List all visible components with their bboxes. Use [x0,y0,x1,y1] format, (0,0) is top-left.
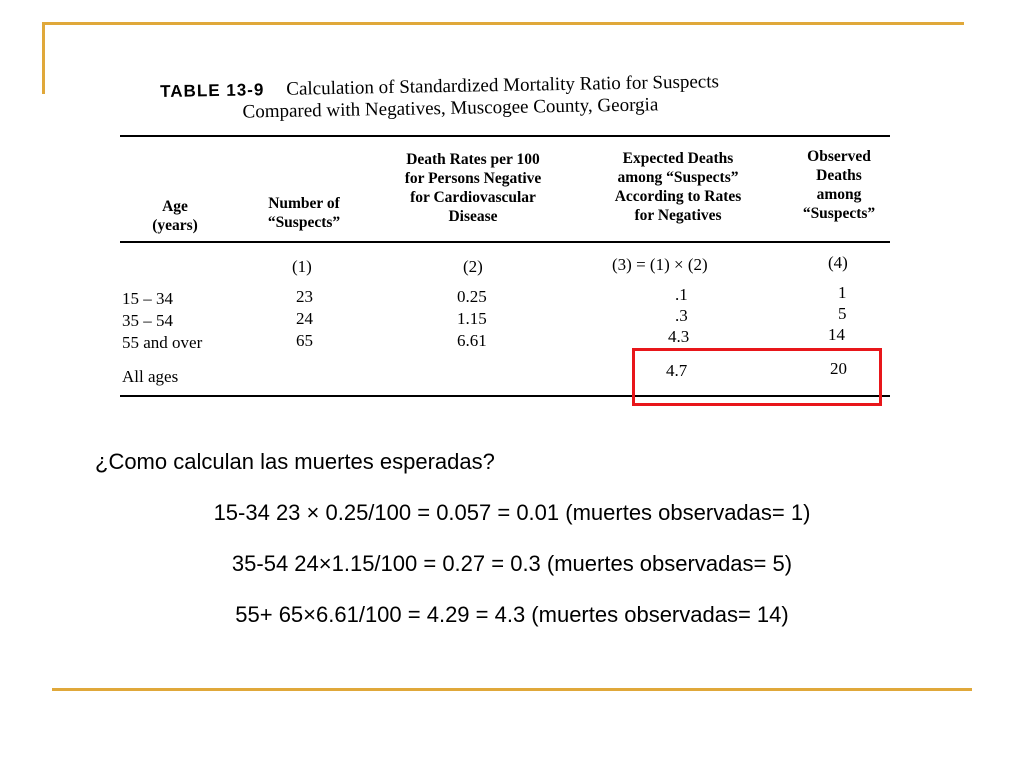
row1-observed: 1 [838,283,847,302]
row1-age: 15 – 34 [122,289,173,308]
question-text: ¿Como calculan las muertes esperadas? [95,449,495,474]
slide-frame-top-line [42,22,964,25]
table-header-rule [120,241,890,243]
row1-rate: 0.25 [457,287,487,306]
highlight-box [632,348,882,406]
header-expected-deaths: Expected Deaths among “Suspects” According to Rates for Negatives [614,150,742,224]
header-death-rates: Death Rates per 100 for Persons Negative for Cardiovascular Disease [404,151,542,225]
calc-line-55-plus: 55+ 65×6.61/100 = 4.29 = 4.3 (muertes observadas= 14) [235,602,789,627]
row2-rate: 1.15 [457,309,487,328]
table-title-line1: Calculation of Standardized Mortality Ratio for Suspects [286,71,720,100]
row3-expected: 4.3 [668,327,690,346]
colnum-1: (1) [292,257,312,276]
row2-age: 35 – 54 [122,311,173,330]
header-observed-deaths: Observed Deaths among “Suspects” [802,148,876,222]
slide-frame-left-line [42,22,45,94]
row2-suspects: 24 [296,309,313,328]
table-title-line2: Compared with Negatives, Muscogee County, Georgia [242,94,659,123]
slide-frame-bottom-line [52,688,972,691]
row3-age: 55 and over [122,333,203,352]
row1-expected: .1 [675,285,688,304]
row-all-ages-observed: 20 [830,359,847,378]
calc-line-15-34: 15-34 23 × 0.25/100 = 0.057 = 0.01 (muertes observadas= 1) [213,500,811,525]
row2-expected: .3 [675,306,688,325]
header-age: Age (years) [152,198,198,234]
colnum-4: (4) [828,253,848,272]
row1-suspects: 23 [296,287,313,306]
table-title [160,71,720,125]
colnum-2: (2) [463,257,483,276]
row-all-ages-expected: 4.7 [666,361,688,380]
row3-suspects: 65 [296,331,313,350]
row-all-ages-label: All ages [122,367,179,386]
row2-observed: 5 [838,304,847,323]
header-number-suspects: Number of “Suspects” [267,195,341,231]
row3-observed: 14 [828,325,845,344]
table-top-rule [120,135,890,137]
row3-rate: 6.61 [457,331,487,350]
table-label: TABLE 13-9 [160,80,265,101]
colnum-3: (3) = (1) × (2) [612,255,708,274]
calc-line-35-54: 35-54 24×1.15/100 = 0.27 = 0.3 (muertes observadas= 5) [231,551,793,576]
